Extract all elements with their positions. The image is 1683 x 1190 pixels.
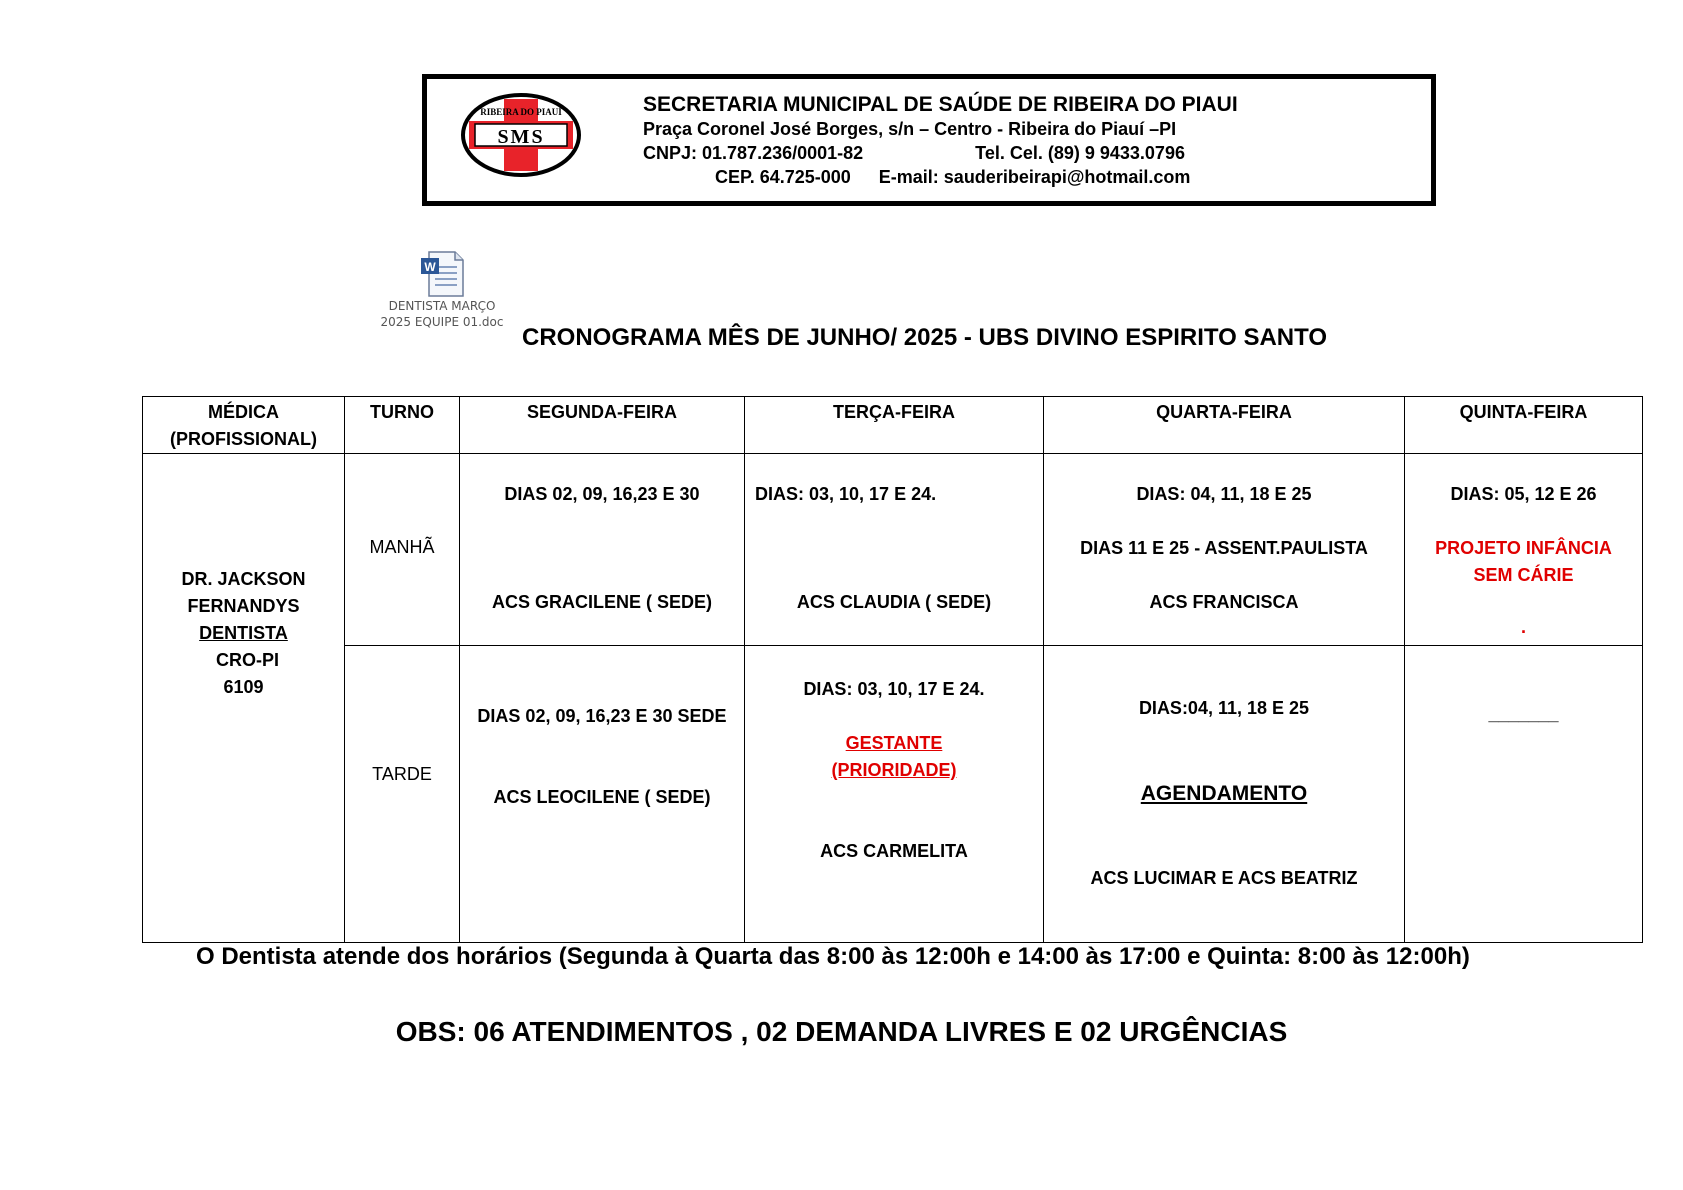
header-wednesday: QUARTA-FEIRA <box>1044 397 1405 454</box>
morning-monday-cell <box>460 454 745 646</box>
afternoon-monday-days: DIAS 02, 09, 16,23 E 30 SEDE <box>477 706 727 726</box>
header-turno: TURNO <box>345 397 460 454</box>
afternoon-turno: TARDE <box>372 764 432 784</box>
morning-tuesday-days: DIAS: 03, 10, 17 E 24. <box>755 484 937 504</box>
morning-thursday-project-2: SEM CÁRIE <box>1473 565 1574 585</box>
professional-cell <box>143 454 345 943</box>
morning-wednesday-cell <box>1044 454 1405 646</box>
morning-thursday-days: DIAS: 05, 12 E 26 <box>1450 484 1597 504</box>
afternoon-tuesday-note-2: (PRIORIDADE) <box>831 760 957 780</box>
afternoon-thursday-cell <box>1405 646 1643 943</box>
morning-wednesday-days: DIAS: 04, 11, 18 E 25 <box>1136 484 1312 504</box>
morning-turno: MANHÃ <box>369 537 435 557</box>
letterhead-phone: Tel. Cel. (89) 9 9433.0796 <box>975 143 1185 163</box>
morning-thursday-project-1: PROJETO INFÂNCIA <box>1435 538 1612 558</box>
table-row-afternoon <box>143 646 1643 943</box>
morning-turno-cell <box>345 454 460 646</box>
observation-note: OBS: 06 ATENDIMENTOS , 02 DEMANDA LIVRES E 02 URGÊNCIAS <box>395 1016 1288 1047</box>
morning-monday-days: DIAS 02, 09, 16,23 E 30 <box>504 484 700 504</box>
letterhead-address: Praça Coronel José Borges, s/n – Centro - Ribeira do Piauí –PI <box>643 119 1177 139</box>
attachment-name-line2: 2025 EQUIPE 01.doc <box>380 315 504 329</box>
professional-number: 6109 <box>223 677 264 697</box>
letterhead-cep: CEP. 64.725-000 <box>715 167 851 187</box>
header-thursday: QUINTA-FEIRA <box>1405 397 1643 454</box>
svg-text:W: W <box>424 260 436 274</box>
professional-role: DENTISTA <box>199 623 288 643</box>
sms-logo <box>461 93 581 177</box>
afternoon-monday-cell <box>460 646 745 943</box>
professional-name-2: FERNANDYS <box>187 596 300 616</box>
morning-tuesday-cell <box>745 454 1044 646</box>
afternoon-thursday-blank: _______ <box>1488 704 1559 724</box>
morning-monday-acs: ACS GRACILENE ( SEDE) <box>491 592 713 612</box>
letterhead-email: E-mail: sauderibeirapi@hotmail.com <box>878 167 1191 187</box>
afternoon-tuesday-days: DIAS: 03, 10, 17 E 24. <box>803 679 985 699</box>
afternoon-turno-cell <box>345 646 460 943</box>
afternoon-wednesday-note: AGENDAMENTO <box>1140 782 1308 805</box>
afternoon-wednesday-cell <box>1044 646 1405 943</box>
morning-wednesday-note: DIAS 11 E 25 - ASSENT.PAULISTA <box>1080 538 1368 558</box>
header-professional: MÉDICA (PROFISSIONAL) <box>143 397 345 454</box>
professional-name-1: DR. JACKSON <box>181 569 306 589</box>
word-document-icon <box>417 250 467 298</box>
professional-council: CRO-PI <box>216 650 279 670</box>
morning-thursday-dot: . <box>1520 617 1526 637</box>
logo-top-text: RIBEIRA DO PIAUÍ <box>480 107 562 117</box>
afternoon-wednesday-acs: ACS LUCIMAR E ACS BEATRIZ <box>1090 868 1358 888</box>
morning-tuesday-acs: ACS CLAUDIA ( SEDE) <box>796 592 992 612</box>
letterhead <box>422 74 1436 206</box>
logo-text: SMS <box>497 126 545 148</box>
afternoon-tuesday-acs: ACS CARMELITA <box>820 841 968 861</box>
table-row-morning <box>143 454 1643 646</box>
attachment-file[interactable] <box>362 250 522 340</box>
letterhead-title: SECRETARIA MUNICIPAL DE SAÚDE DE RIBEIRA DO PIAUI <box>643 93 1238 116</box>
schedule-title: CRONOGRAMA MÊS DE JUNHO/ 2025 - UBS DIVINO ESPIRITO SANTO <box>522 324 1328 351</box>
schedule-table <box>142 396 1643 943</box>
letterhead-cnpj: CNPJ: 01.787.236/0001-82 <box>643 143 864 163</box>
header-monday: SEGUNDA-FEIRA <box>460 397 745 454</box>
afternoon-tuesday-cell <box>745 646 1044 943</box>
morning-thursday-cell <box>1405 454 1643 646</box>
afternoon-wednesday-days: DIAS:04, 11, 18 E 25 <box>1138 698 1310 718</box>
office-hours-note: O Dentista atende dos horários (Segunda à Quarta das 8:00 às 12:00h e 14:00 às 17:00 e Quinta: 8:00 às 12:00h) <box>196 943 1470 970</box>
morning-wednesday-acs: ACS FRANCISCA <box>1149 592 1299 612</box>
attachment-name-line1: DENTISTA MARÇO <box>388 299 496 313</box>
table-header-row <box>143 397 1643 454</box>
header-tuesday: TERÇA-FEIRA <box>745 397 1044 454</box>
afternoon-monday-acs: ACS LEOCILENE ( SEDE) <box>493 787 711 807</box>
afternoon-tuesday-note-1: GESTANTE <box>845 733 943 753</box>
